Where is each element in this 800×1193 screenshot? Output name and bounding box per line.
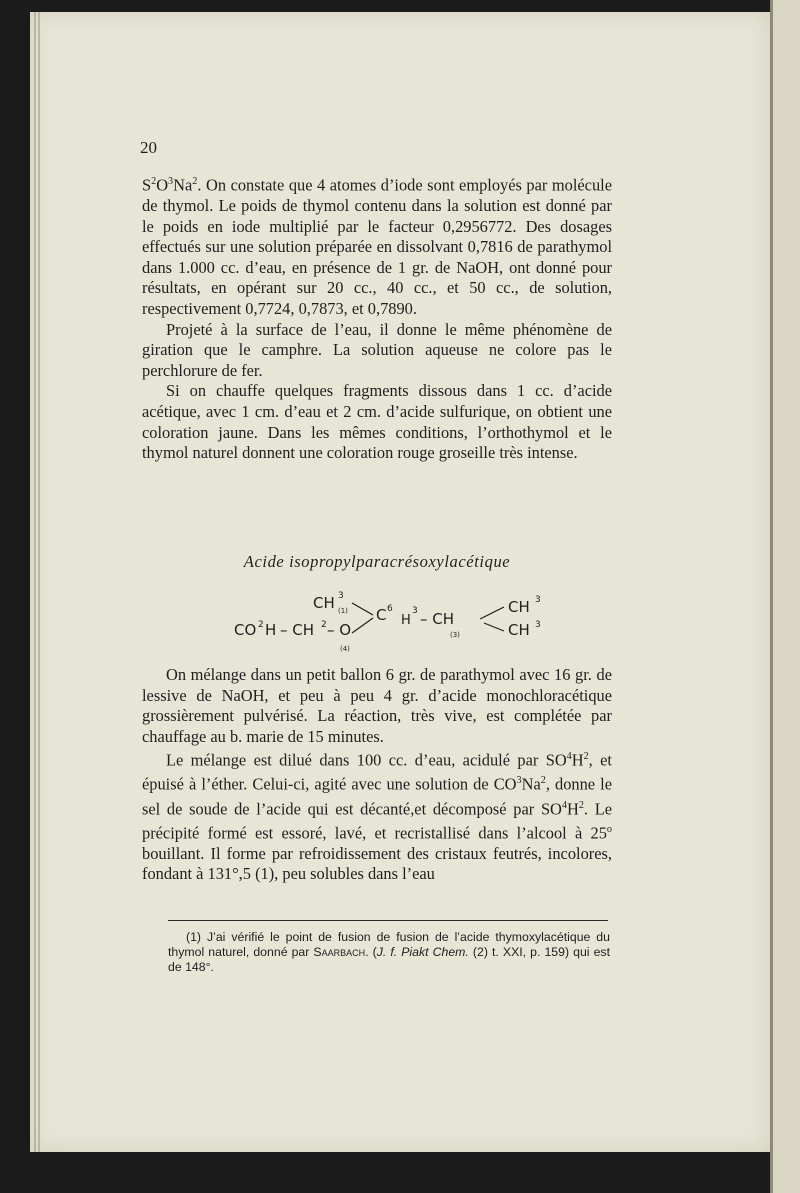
page-edge-line xyxy=(34,12,36,1152)
paragraph xyxy=(142,665,612,747)
superscript: 2 xyxy=(578,799,584,811)
formula-sup: 3 xyxy=(535,595,541,605)
text-run: (2) t. XXI, p. 159) qui est de 148°. xyxy=(168,945,610,975)
superscript: 2 xyxy=(192,176,198,187)
body-text-bottom xyxy=(142,665,612,885)
paragraph xyxy=(142,320,612,382)
text-run: Si on chauffe quelques fragments dissous dans 1 cc. d’acide acétique, avec 1 cm. d’eau et 2 cm. d’acide sulfurique, on obtient une coloration jaune. Dans les mêmes conditions, l’orthothymol et le thymol naturel donnent une coloration rouge groseille très intense. xyxy=(142,381,612,463)
paragraph xyxy=(142,172,612,320)
page-number: 20 xyxy=(140,138,157,157)
text-run: Na xyxy=(521,774,541,794)
bond-line xyxy=(352,603,373,615)
text-run: Projeté à la surface de l’eau, il donne le même phénomène de giration que le camphre. La solution aqueuse ne colore pas le perchlorure de fer. xyxy=(142,319,612,380)
formula-c6: C xyxy=(376,606,387,624)
superscript: 3 xyxy=(516,775,522,787)
formula-sub: 2 xyxy=(321,620,327,630)
text-run: H xyxy=(571,750,584,770)
chemical-formula xyxy=(228,590,568,652)
adjacent-page-strip xyxy=(770,0,800,1193)
text-run: O xyxy=(156,175,169,195)
formula-sub: 2 xyxy=(258,620,264,630)
formula-sup: 3 xyxy=(412,606,418,616)
formula-h: H xyxy=(265,621,277,639)
text-run: , donne le sel de soude de l’acide qui est décanté,et décomposé par SO xyxy=(142,774,612,818)
superscript: 2 xyxy=(583,751,589,763)
text-run: Le mélange est dilué dans 100 cc. d’eau, acidulé par SO xyxy=(166,750,567,770)
formula-co: CO xyxy=(234,621,257,639)
superscript: 2 xyxy=(151,176,157,187)
bond-line xyxy=(352,618,373,633)
formula-o: – O xyxy=(327,621,352,639)
formula-ch3-right-bottom: CH xyxy=(508,621,530,639)
formula-ch3-right-top: CH xyxy=(508,598,530,616)
text-run: bouillant. Il forme par refroidissement des cristaux feutrés, incolores, fondant à 131°,5 (1), peu solubles dans l’eau xyxy=(142,843,612,884)
formula-sup: 3 xyxy=(535,620,541,630)
bond-line xyxy=(484,623,504,631)
section-heading: Acide isopropylparacrésoxylacétique xyxy=(243,552,511,571)
paragraph xyxy=(142,747,612,884)
formula-pos1: (1) xyxy=(338,607,348,615)
text-run: J. f. Piakt Chem. xyxy=(376,945,469,960)
text-run: Saarbach xyxy=(313,945,366,960)
superscript: 4 xyxy=(566,751,572,763)
body-text-top xyxy=(142,172,612,464)
text-run: H xyxy=(566,798,579,818)
formula-h3: H xyxy=(401,613,411,628)
text-run: , et épuisé à l’éther. Celui-ci, agité avec une solution de CO xyxy=(142,750,612,794)
bond-line xyxy=(480,607,504,619)
paragraph xyxy=(142,381,612,463)
page-edge-line xyxy=(38,12,40,1152)
text-run: . ( xyxy=(365,945,377,960)
formula-sup: 6 xyxy=(387,604,393,614)
formula-sup: 3 xyxy=(338,591,344,601)
superscript: 3 xyxy=(168,176,174,187)
formula-pos4: (4) xyxy=(340,645,350,652)
superscript: 2 xyxy=(540,775,546,787)
text-run: S xyxy=(142,175,152,195)
superscript: 4 xyxy=(561,799,567,811)
text-run: (1) J’ai vérifié le point de fusion de fusion de l’acide thymoxylacétique du thymol naturel, donné par xyxy=(168,930,610,960)
footnote-rule xyxy=(168,920,608,921)
text-run: Na xyxy=(173,175,193,195)
formula-ch2: – CH xyxy=(280,621,315,639)
text-run: . On constate que 4 atomes d’iode sont employés par molécule de thymol. Le poids de thymol contenu dans la solution est donné par le poids en iode multiplié par le facteur 0,2956772. Des dosages effectués sur une solution préparée en dissolvant 0,7816 de parathymol dans 1.000 cc. d’eau, en présence de 1 gr. de NaOH, ont donné pour résultats, en opérant sur 20 cc., 40 cc., et 50 cc., de solution, respectivement 0,7724, 0,7873, et 0,7890. xyxy=(142,175,612,319)
formula-pos3: (3) xyxy=(450,631,460,639)
footnote xyxy=(168,930,610,976)
formula-dash-ch: – CH xyxy=(420,610,455,628)
superscript: o xyxy=(606,823,612,835)
formula-ch3-left: CH xyxy=(313,594,335,612)
text-run: . Le précipité formé est essoré, lavé, et recristallisé dans l’alcool à 25 xyxy=(142,798,613,843)
text-run: On mélange dans un petit ballon 6 gr. de parathymol avec 16 gr. de lessive de NaOH, et peu à peu 4 gr. d’acide monochloracétique grossièrement pulvérisé. La réaction, très vive, est complétée par chauffage au b. marie de 15 minutes. xyxy=(142,665,612,746)
